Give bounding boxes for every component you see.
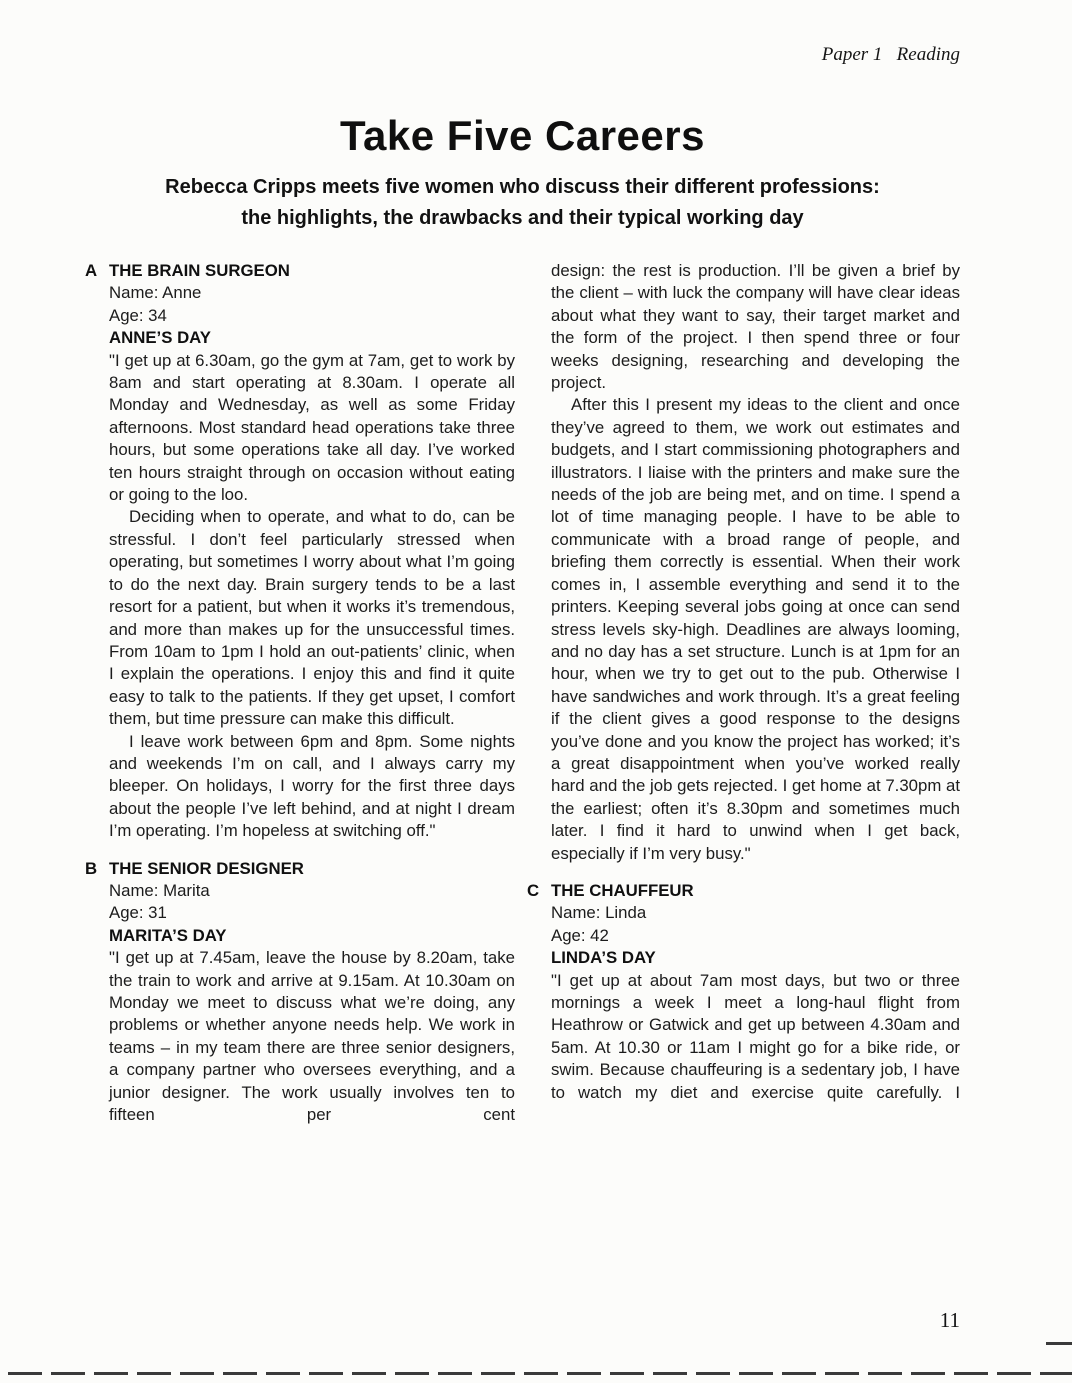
left-column	[85, 260, 515, 1126]
section-b-age: Age: 31	[109, 903, 167, 923]
section-a-age: Age: 34	[109, 305, 167, 325]
section-c-paragraph-1: "I get up at about 7am most days, but two or three mornings a week I meet a long-haul flight from Heathrow or Gatwick and get up between 4.30am and 5am. At 10.30 or 11am I might go for a bike ride, or swim. Because chauffeuring is a sedentary job, I have to watch my diet and exercise quite carefully. I	[551, 970, 960, 1102]
article-subtitle	[85, 172, 960, 234]
bottom-perforation-line	[8, 1372, 1072, 1375]
section-c-title: THE CHAUFFEUR	[551, 880, 694, 900]
article-title: Take Five Careers	[340, 112, 705, 159]
page-number: 11	[939, 1308, 960, 1332]
section-c-name: Name: Linda	[551, 903, 647, 923]
section-a-title: THE BRAIN SURGEON	[109, 261, 290, 280]
section-a-letter: A	[85, 261, 98, 280]
section-b-name: Name: Marita	[109, 880, 210, 900]
section-a-name: Name: Anne	[109, 283, 202, 303]
section-a-day-subheading: ANNE’S DAY	[109, 328, 211, 348]
section-a-paragraph-3: I leave work between 6pm and 8pm. Some nights and weekends I’m on call, and I always carry my bleeper. On holidays, I worry for the first three days about the people I’ve left behind, and at night I dream I’m operating. I’m hopeless at switching off."	[109, 731, 515, 841]
section-b-paragraph-1-left: "I get up at 7.45am, leave the house by 8.20am, take the train to work and arrive at 9.15am. At 10.30am on Monday we meet to discuss what we’re doing, any problems or whether anyone needs help. We work in teams – in my team there are three senior designers, a company partner who oversees everything, and a junior designer. The work usually involves ten to fifteen per cent	[109, 948, 515, 1125]
section-b-paragraph-1-right: design: the rest is production. I’ll be given a brief by the client – with luck the company will have clear ideas about what they want to say, their target market and the form of the project. I then spend three or four weeks designing, researching and developing the project.	[551, 261, 960, 393]
section-a-paragraph-2: Deciding when to operate, and what to do, can be stressful. I don’t feel particularly stressed when operating, but sometimes I worry about what I’m going to do the next day. Brain surgery tends to be a last resort for a patient, but when it works it’s tremendous, and more than makes up for the unsuccessful times. From 10am to 1pm I hold an out-patients’ clinic, when I explain the operations. I enjoy this and find it quite easy to talk to the patients. If they get upset, I comfort them, but time pressure can make this difficult.	[109, 507, 515, 729]
section-b-heading	[85, 858, 515, 880]
right-column	[527, 260, 960, 1126]
two-column-body	[85, 260, 960, 1126]
section-c-day-subheading: LINDA’S DAY	[551, 948, 656, 968]
section-a-heading	[85, 260, 515, 282]
section-c-letter: C	[527, 880, 540, 900]
section-b-title: THE SENIOR DESIGNER	[109, 858, 304, 878]
section-c-heading	[527, 880, 960, 902]
section-b-day-subheading: MARITA’S DAY	[109, 925, 227, 945]
section-b-letter: B	[85, 858, 98, 878]
scan-artifact-dash	[1046, 1342, 1072, 1345]
running-header: Paper 1 Reading	[821, 44, 960, 65]
section-b-paragraph-2: After this I present my ideas to the client and once they’ve agreed to them, we work out estimates and budgets, and I start commissioning photographers and illustrators. I liaise with the printers and make sure the needs of the job are being met, and on time. I spend a lot of time managing people. I have to be able to communicate with a broad range of people, and briefing them correctly is essential. When their work comes in, I assemble everything and send it to the printers. Keeping several jobs going at once can send stress levels sky-high. Deadlines are always looming, and no day has a set structure. Lunch is at 1pm for an hour, when we try to get out to the pub. Otherwise I have sandwiches and work through. It’s a great feeling if the client gives a good response to the designs you’ve done and you know the project has worked; it’s a great disappointment when you’ve worked really hard and the job gets rejected. I get home at 7.30pm at the earliest; often it’s 8.30pm and sometimes much later. I find it hard to unwind when I get back, especially if I’m very busy."	[551, 395, 960, 863]
page-content	[0, 112, 1072, 1126]
section-a-paragraph-1: "I get up at 6.30am, go the gym at 7am, get to work by 8am and start operating at 8.30am. I operate all Monday and Wednesday, as well as some Friday afternoons. Most standard head operations take three hours, but some operations take all day. I’ve worked ten hours straight through on occasion without eating or going to the loo.	[109, 350, 515, 505]
section-c-age: Age: 42	[551, 925, 609, 945]
subtitle-line-2: the highlights, the drawbacks and their typical working day	[241, 207, 804, 229]
subtitle-line-1: Rebecca Cripps meets five women who discuss their different professions:	[165, 176, 880, 198]
